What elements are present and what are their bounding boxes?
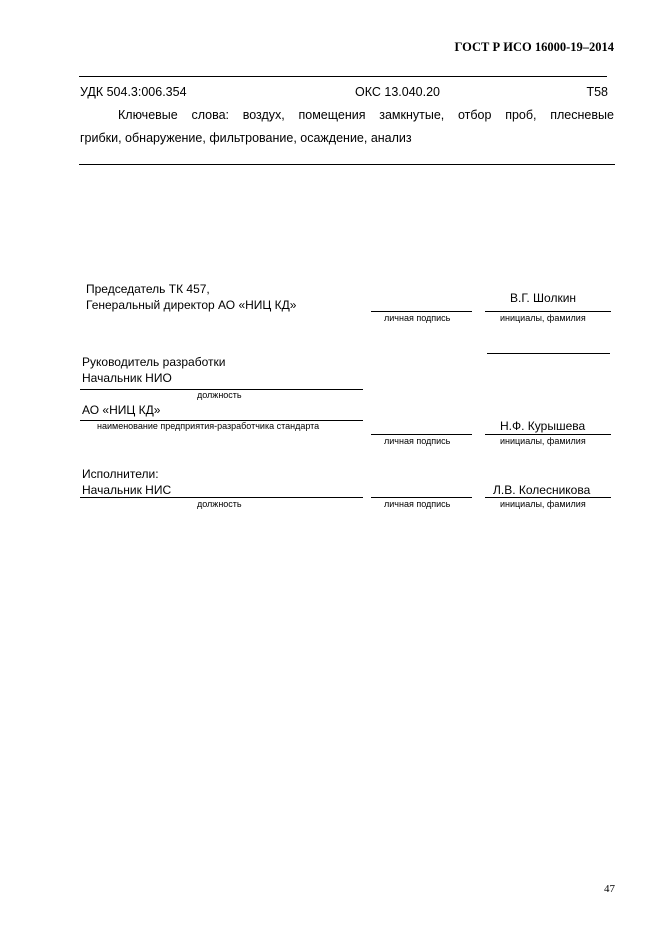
keyword-word: проб, — [505, 108, 537, 122]
developer-organization: АО «НИЦ КД» — [82, 403, 161, 417]
keyword-word: плесневые — [550, 108, 614, 122]
blank-line — [487, 353, 610, 354]
developer-signature-caption: личная подпись — [384, 436, 451, 446]
developer-title: Руководитель разработки — [82, 355, 226, 369]
executors-position-line — [80, 497, 363, 498]
category-code: Т58 — [586, 85, 608, 99]
executors-signature-caption: личная подпись — [384, 499, 451, 509]
keyword-word: воздух, — [242, 108, 285, 122]
chairman-name-line — [485, 311, 611, 312]
chairman-signature-caption: личная подпись — [384, 313, 451, 323]
developer-position-caption: должность — [197, 390, 242, 400]
header-divider — [79, 76, 607, 77]
developer-name-caption: инициалы, фамилия — [500, 436, 586, 446]
oks-code: ОКС 13.040.20 — [355, 85, 440, 99]
developer-name-line — [485, 434, 611, 435]
executors-position-caption: должность — [197, 499, 242, 509]
keyword-word: замкнутые, — [379, 108, 445, 122]
keywords-line-2: грибки, обнаружение, фильтрование, осаждение, анализ — [80, 131, 412, 145]
keyword-word: отбор — [458, 108, 492, 122]
chairman-title: Председатель ТК 457, — [86, 282, 210, 296]
keyword-word: Ключевые — [118, 108, 178, 122]
chairman-name: В.Г. Шолкин — [510, 291, 577, 305]
executors-name-line — [485, 497, 611, 498]
keywords-divider — [79, 164, 615, 165]
executors-title: Исполнители: — [82, 467, 159, 481]
keyword-word: помещения — [298, 108, 366, 122]
standard-designation: ГОСТ Р ИСО 16000-19–2014 — [454, 40, 614, 54]
keywords-line-1 — [118, 108, 614, 122]
chairman-signature-line — [371, 311, 472, 312]
executors-name-caption: инициалы, фамилия — [500, 499, 586, 509]
developer-name: Н.Ф. Курышева — [500, 419, 586, 433]
executors-position: Начальник НИС — [82, 483, 172, 497]
chairman-name-caption: инициалы, фамилия — [500, 313, 586, 323]
developer-position: Начальник НИО — [82, 371, 172, 385]
developer-organization-caption: наименование предприятия-разработчика стандарта — [97, 421, 320, 431]
developer-signature-line — [371, 434, 472, 435]
keyword-word: слова: — [191, 108, 229, 122]
executors-name: Л.В. Колесникова — [493, 483, 591, 497]
executors-signature-line — [371, 497, 472, 498]
page-number: 47 — [604, 883, 615, 895]
udk-code: УДК 504.3:006.354 — [80, 85, 187, 99]
chairman-position: Генеральный директор АО «НИЦ КД» — [86, 298, 297, 312]
